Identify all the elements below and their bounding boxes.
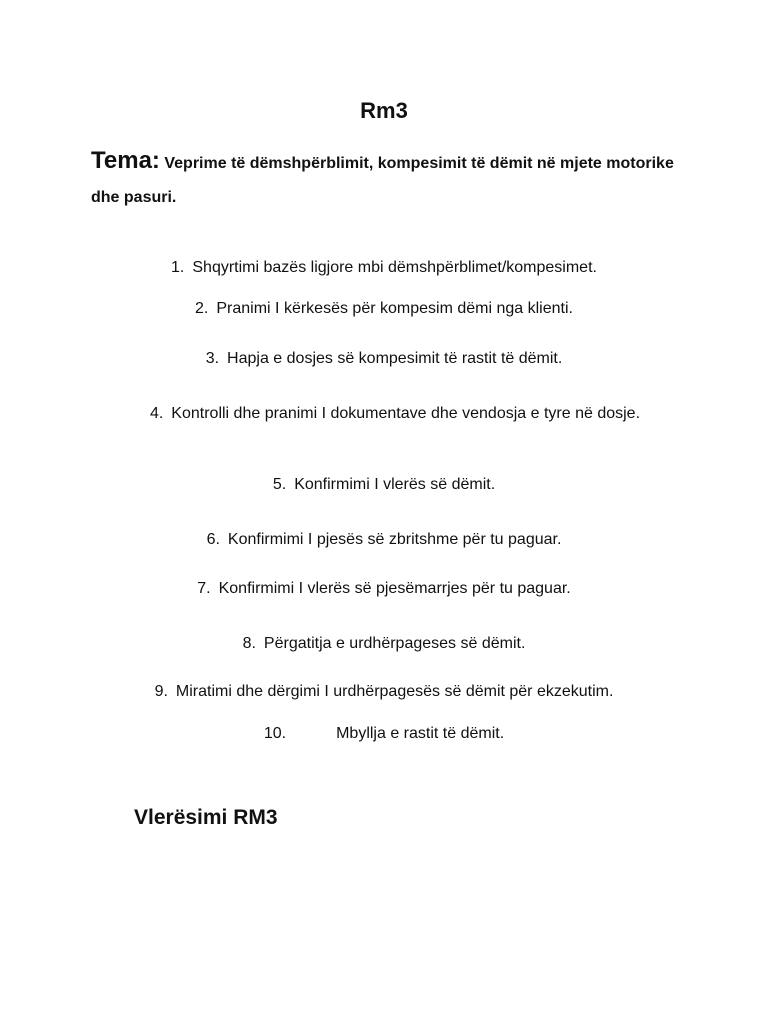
list-item-text: Konfirmimi I pjesës së zbritshme për tu paguar.: [227, 531, 562, 548]
list-item: [0, 255, 768, 281]
list-item: [120, 401, 670, 427]
list-item-number: 7.: [197, 580, 211, 597]
list-item-text: Miratimi dhe dërgimi I urdhërpagesës së dëmit për ekzekutim.: [175, 683, 614, 700]
list-item-text: Pranimi I kërkesës për kompesim dëmi nga klienti.: [216, 300, 573, 317]
topic-line: [91, 144, 691, 215]
list-item-number: 1.: [171, 259, 185, 276]
list-item-number: 3.: [205, 350, 220, 367]
list-item: [0, 296, 768, 322]
list-item-text: Përgatitja e urdhërpageses së dëmit.: [263, 635, 526, 652]
page-title: Rm3: [360, 98, 408, 123]
list-item: [0, 576, 768, 602]
list-item: [0, 679, 768, 705]
list-item: [0, 721, 768, 747]
list-item-number: 8.: [242, 635, 256, 652]
list-item: [0, 527, 768, 553]
list-item-number: 10.: [263, 725, 287, 742]
list-item-text: Konfirmimi I vlerës së pjesëmarrjes për tu paguar.: [218, 580, 571, 597]
list-item-text: Shqyrtimi bazës ligjore mbi dëmshpërblimet/kompesimet.: [192, 259, 597, 276]
list-item: [0, 472, 768, 498]
topic-label: Tema:: [91, 147, 160, 174]
list-item: [0, 631, 768, 657]
list-item-text: Kontrolli dhe pranimi I dokumentave dhe vendosja e tyre në dosje.: [171, 405, 641, 422]
list-item-text: Hapja e dosjes së kompesimit të rastit të dëmit.: [227, 350, 563, 367]
list-item-text: Mbyllja e rastit të dëmit.: [336, 725, 505, 742]
list-item: [0, 346, 768, 372]
list-item-number: 6.: [206, 531, 220, 548]
list-item-number: 4.: [149, 405, 164, 422]
list-item-text: Konfirmimi I vlerës së dëmit.: [294, 476, 496, 493]
topic-text: Veprime të dëmshpërblimit, kompesimit të dëmit në mjete motorike dhe pasuri.: [91, 155, 674, 206]
list-item-number: 9.: [154, 683, 168, 700]
list-item-number: 5.: [272, 476, 287, 493]
list-item-number: 2.: [195, 300, 209, 317]
section-heading: Vlerësimi RM3: [134, 806, 278, 829]
